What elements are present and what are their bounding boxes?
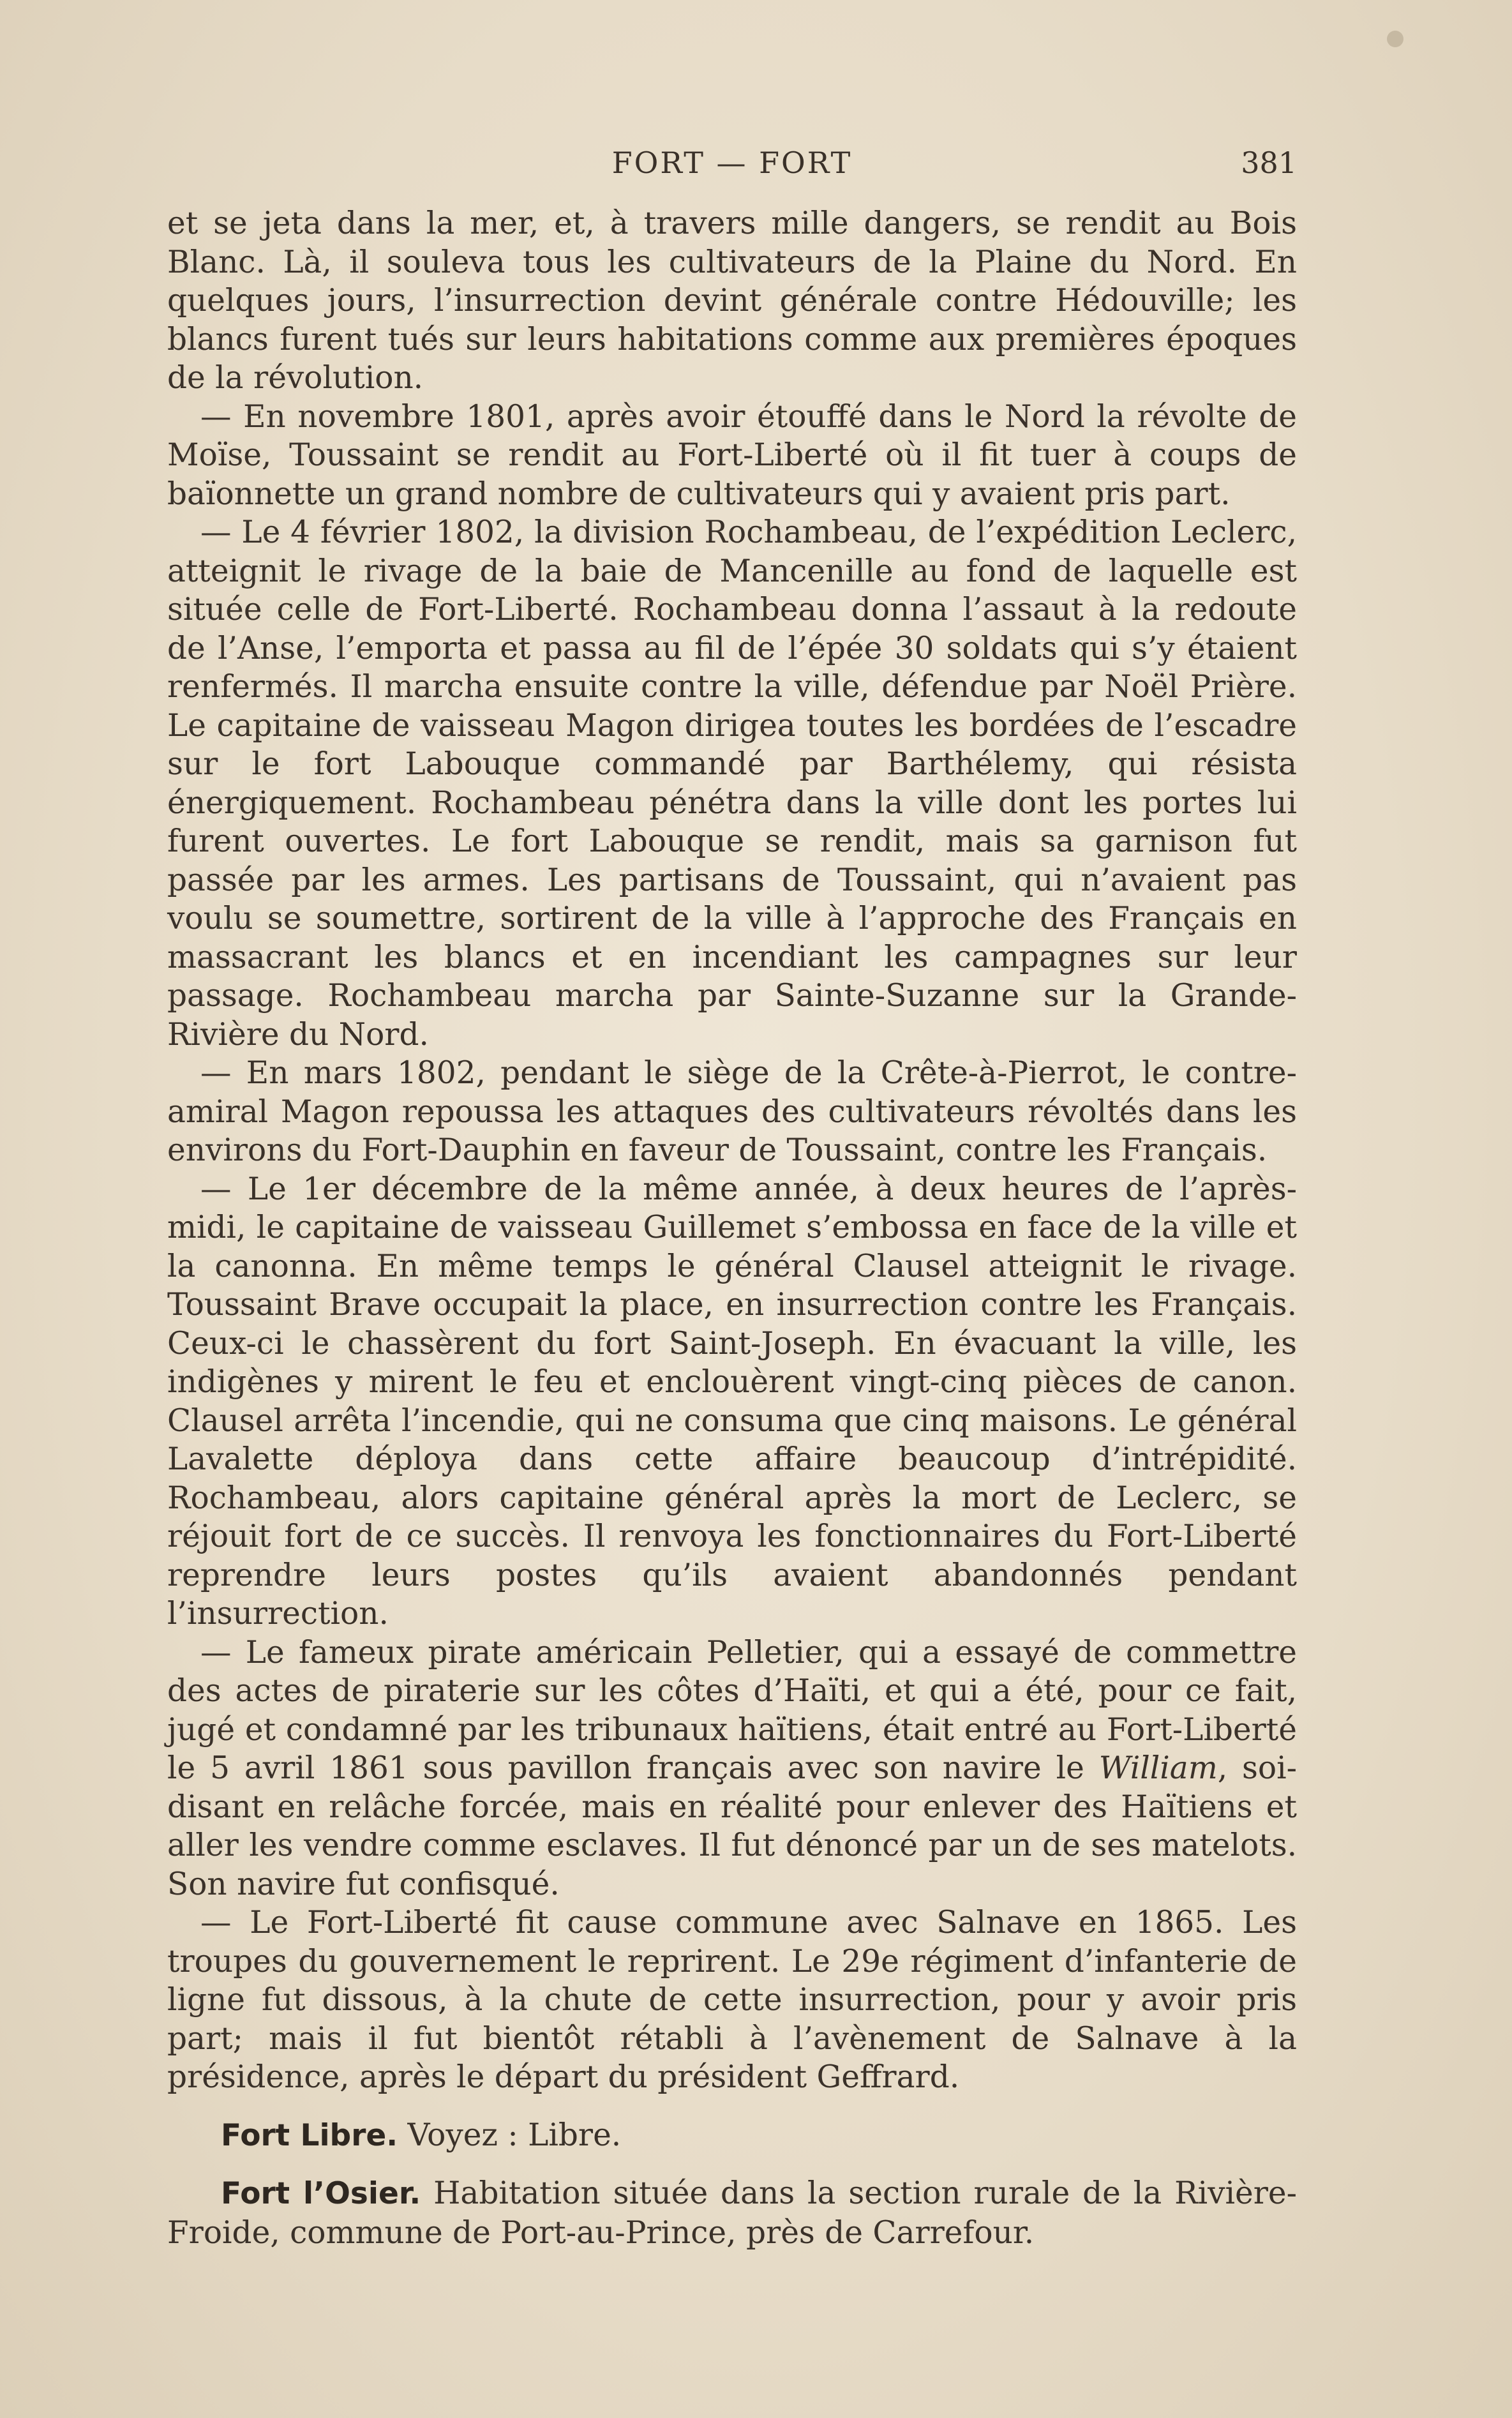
page-number: 381 [1241, 146, 1297, 180]
paragraph-december-1802: — Le 1er décembre de la même année, à deux heures de l’après-midi, le capitaine de vaisseau Guillemet s’embossa en face de la ville et la canonna. En même temps le général Clausel atteignit le rivage. Toussaint Brave occupait la place, en insurrection contre les Français. Ceux-ci le chassèrent du fort Saint-Joseph. En évacuant la ville, les indigènes y mirent le feu et enclouèrent vingt-cinq pièces de canon. Clausel arrêta l’incendie, qui ne consuma que cinq maisons. Le général Lavalette déploya dans cette affaire beaucoup d’intrépidité. Rochambeau, alors capitaine général après la mort de Leclerc, se réjouit fort de ce succès. Il renvoya les fonctionnaires du Fort-Liberté reprendre leurs postes qu’ils avaient abandonnés pendant l’insurrection. [167, 1171, 1297, 1632]
running-head [167, 146, 1297, 190]
paragraph-pelletier [167, 1633, 1297, 1904]
pelletier-text-after: , soi-disant en relâche forcée, mais en réalité pour enlever des Haïtiens et aller les vendre comme esclaves. Il fut dénoncé par un de ses matelots. Son navire fut confisqué. [167, 1750, 1297, 1902]
pelletier-text-before: — Le fameux pirate américain Pelletier, qui a essayé de commettre des actes de piraterie sur les côtes d’Haïti, et qui a été, pour ce fait, jugé et condamné par les tribunaux haïtiens, était entré au Fort-Liberté le 5 avril 1861 sous pavillon français avec son navire le [167, 1634, 1297, 1786]
body-text [167, 204, 1297, 2252]
ship-name: William [1098, 1750, 1218, 1786]
paragraph-salnave: — Le Fort-Liberté fit cause commune avec Salnave en 1865. Les troupes du gouvernement le reprirent. Le 29e régiment d’infanterie de ligne fut dissous, à la chute de cette insurrection, pour y avoir pris part; mais il fut bientôt rétabli à l’avènement de Salnave à la présidence, après le départ du président Geffrard. [167, 1905, 1297, 2095]
paragraph-march-1802: — En mars 1802, pendant le siège de la Crête-à-Pierrot, le contre-amiral Magon repoussa les attaques des cultivateurs révoltés dans les environs du Fort-Dauphin en faveur de Toussaint, contre les Français. [167, 1055, 1297, 1168]
running-title: FORT — FORT [611, 146, 853, 180]
entry-text: Habitation située dans la section rurale de la Rivière-Froide, commune de Port-au-Prince, près de Carrefour. [167, 2175, 1297, 2251]
entry-headword: Fort l’Osier. [221, 2176, 421, 2211]
entry-headword: Fort Libre. [221, 2117, 398, 2153]
paper-stain [1387, 31, 1403, 47]
entry-text: Voyez : Libre. [398, 2117, 622, 2153]
dictionary-entry [167, 2116, 1297, 2156]
paragraph-november-1801: — En novembre 1801, après avoir étouffé dans le Nord la révolte de Moïse, Toussaint se rendit au Fort-Liberté où il fit tuer à coups de baïonnette un grand nombre de cultivateurs qui y avaient pris part. [167, 398, 1297, 512]
dictionary-entry [167, 2174, 1297, 2252]
paragraph-continuation: et se jeta dans la mer, et, à travers mille dangers, se rendit au Bois Blanc. Là, il souleva tous les cultivateurs de la Plaine du Nord. En quelques jours, l’insurrection devint générale contre Hédouville; les blancs furent tués sur leurs habitations comme aux premières époques de la révolution. [167, 206, 1297, 396]
paragraph-february-1802: — Le 4 février 1802, la division Rochambeau, de l’expédition Leclerc, atteignit le rivage de la baie de Mancenille au fond de laquelle est située celle de Fort-Liberté. Rochambeau donna l’assaut à la redoute de l’Anse, l’emporta et passa au fil de l’épée 30 soldats qui s’y étaient renfermés. Il marcha ensuite contre la ville, défendue par Noël Prière. Le capitaine de vaisseau Magon dirigea toutes les bordées de l’escadre sur le fort Labouque commandé par Barthélemy, qui résista énergiquement. Rochambeau pénétra dans la ville dont les portes lui furent ouvertes. Le fort Labouque se rendit, mais sa garnison fut passée par les armes. Les partisans de Toussaint, qui n’avaient pas voulu se soumettre, sortirent de la ville à l’approche des Français en massacrant les blancs et en incendiant les campagnes sur leur passage. Rochambeau marcha par Sainte-Suzanne sur la Grande-Rivière du Nord. [167, 514, 1297, 1053]
